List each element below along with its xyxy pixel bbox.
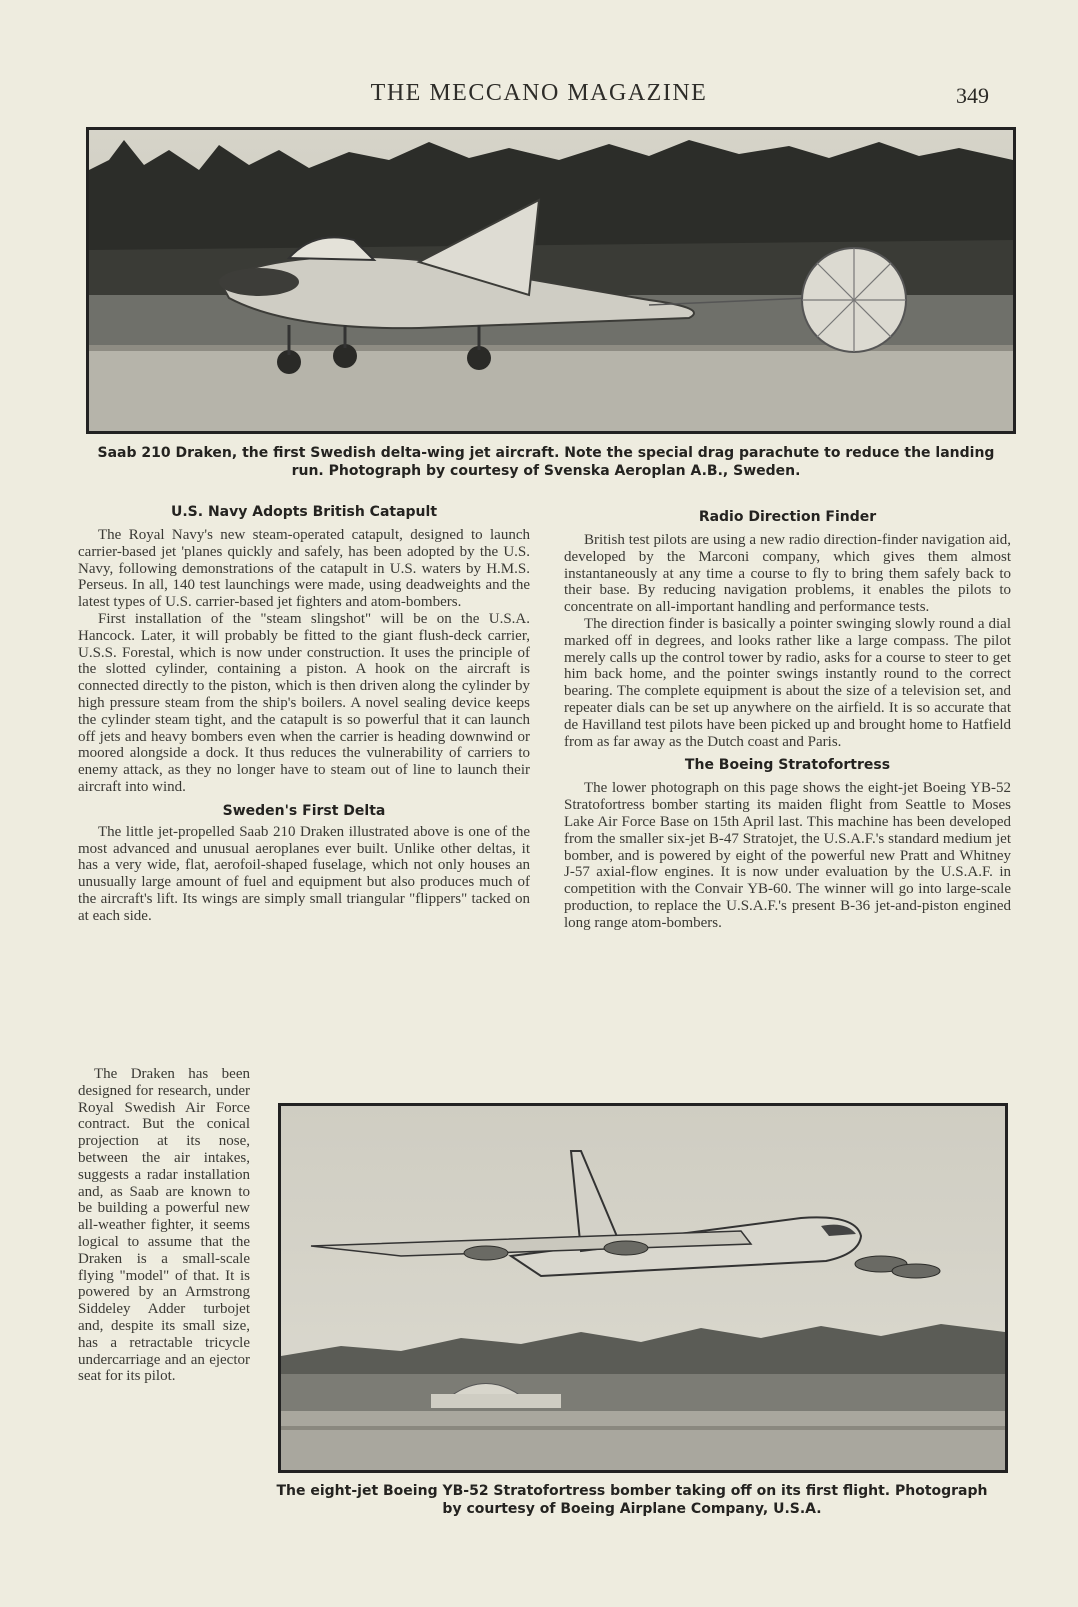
caption-top-photo [80,444,1012,480]
left-column [78,503,530,925]
caption-bottom-photo [262,1482,1002,1518]
yb52-photo-illustration [281,1106,1005,1470]
heading-boeing-stratofortress: The Boeing Stratofortress [684,757,891,774]
caption-bottom-line2: by courtesy of Boeing Airplane Company, U.S.A. [442,1501,822,1517]
running-title: THE MECCANO MAGAZINE [370,80,708,106]
heading-swedens-first-delta: Sweden's First Delta [222,802,386,819]
para-radio-2: The direction finder is basically a pointer swinging slowly round a dial marked off in degrees, and looks rather like a large compass. The pilot merely calls up the control tower by radio, asks for a course to steer to get him back home, and the pointer swings instantly round to the correct bearing. The complete equipment is about the size of a television set, and repeater dials can be set up anywhere on the airfield. It is so accurate that de Havilland test pilots have been picked up and brought home to Hatfield from as far away as the Dutch coast and Paris. [564,615,1011,750]
left-column-wrap [78,1066,250,1385]
caption-top-line1: Saab 210 Draken, the first Swedish delta-wing jet aircraft. Note the special drag parachute to reduce the landing [97,445,995,461]
para-radio-1: British test pilots are using a new radio direction-finder navigation aid, developed by the Marconi company, which gives them almost instantaneously at any time a course to fly to bring them safely back to their base. By reducing navigation problems, it enables the pilots to concentrate on all-important handling and performance tests. [564,532,1011,616]
caption-bottom-line1: The eight-jet Boeing YB-52 Stratofortress bomber taking off on its first flight. Photograph [276,1483,988,1499]
heading-radio-direction-finder: Radio Direction Finder [698,509,877,525]
right-column [564,508,1011,932]
page-number: 349 [956,83,989,108]
caption-top-line2: run. Photograph by courtesy of Svenska Aeroplan A.B., Sweden. [291,463,801,479]
para-catapult-1: The Royal Navy's new steam-operated catapult, designed to launch carrier-based jet 'planes quickly and safely, has been adopted by the U.S. Navy, following demonstrations of the catapult in U.S. waters by H.M.S. Perseus. In all, 140 test launchings were made, using deadweights and the latest types of U.S. carrier-based jet fighters and atom-bombers. [78,527,530,611]
photo-boeing-yb52 [278,1103,1008,1473]
para-draken-2: The Draken has been designed for research, under Royal Swedish Air Force contract. But the conical projection at its nose, between the air intakes, suggests a radar installation and, as Saab are known to be building a powerful new all-weather fighter, it seems logical to assume that the Draken is a small-scale flying "model" of that. It is powered by an Armstrong Siddeley Adder turbojet and, despite its small size, has a retractable tricycle undercarriage and an ejector seat for its pilot. [78,1066,250,1385]
draken-photo-illustration [89,130,1013,431]
photo-saab-draken [86,127,1016,434]
para-boeing: The lower photograph on this page shows the eight-jet Boeing YB-52 Stratofortress bomber starting its maiden flight from Seattle to Moses Lake Air Force Base on 15th April last. This machine has been developed from the smaller six-jet B-47 Stratojet, the U.S.A.F.'s standard medium jet bomber, and is powered by eight of the powerful new Pratt and Whitney J-57 axial-flow engines. It is now under evaluation by the U.S.A.F. in competition with the Convair YB-60. The winner will go into large-scale production, to replace the U.S.A.F.'s present B-36 jet-and-piston engined long range atom-bombers. [564,780,1011,931]
heading-us-navy-catapult: U.S. Navy Adopts British Catapult [170,504,438,520]
para-draken-1: The little jet-propelled Saab 210 Draken illustrated above is one of the most advanced and unusual aeroplanes ever built. Unlike other deltas, it has a very wide, flat, aerofoil-shaped fuselage, which not only houses an unusually large amount of fuel and equipment but also produces much of the aircraft's lift. Its wings are simply small triangular "flippers" tacked on at each side. [78,823,530,924]
para-catapult-2: First installation of the "steam slingshot" will be on the U.S.A. Hancock. Later, it will probably be fitted to the giant flush-deck carrier, U.S.S. Forestal, which is now under construction. It uses the principle of the slotted cylinder, containing a piston. A hook on the aircraft is connected directly to the piston, which is then driven along the cylinder by high pressure steam from the ship's boilers. A novel sealing device keeps the cylinder steam tight, and the catapult is so powerful that it can launch off jets and heavy bombers even when the carrier is heading downwind or moored alongside a dock. It thus reduces the vulnerability of carriers to enemy attack, as they no longer have to steam out of line to launch their aircraft into wind. [78,610,530,795]
